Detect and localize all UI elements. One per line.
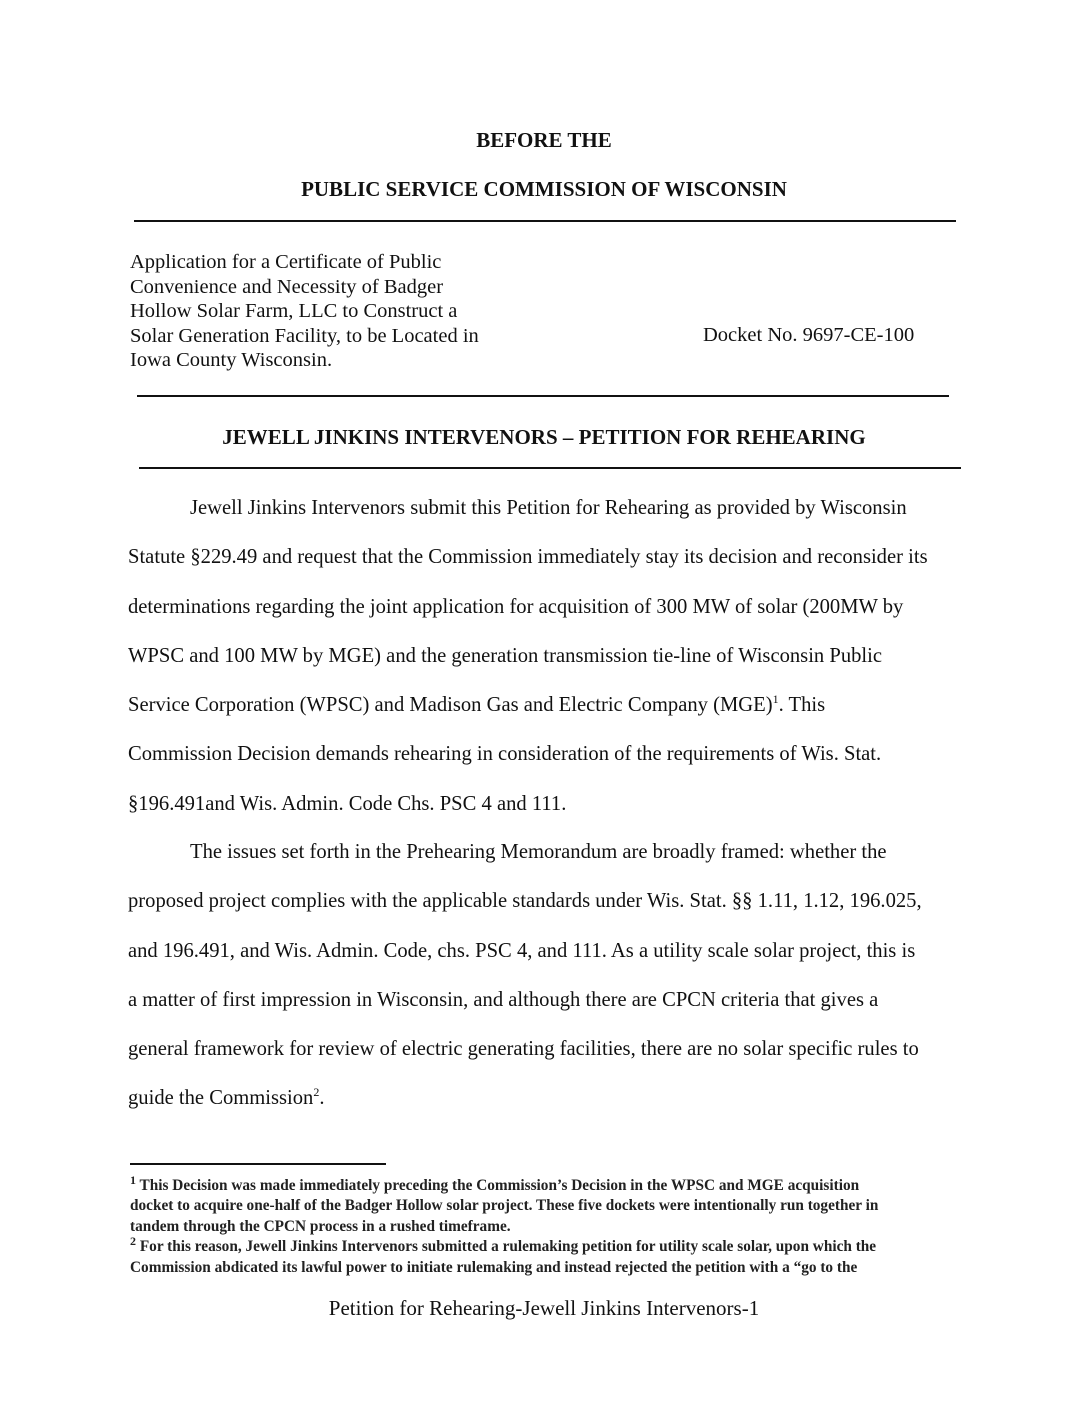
paragraph-text: guide the Commission (128, 1087, 314, 1110)
footnote-1 (130, 1172, 878, 1196)
paragraph-line: Commission Decision demands rehearing in consideration of the requirements of Wis. Stat. (128, 743, 882, 766)
case-caption (130, 250, 530, 373)
footnote-separator (130, 1163, 386, 1165)
title-divider (139, 467, 961, 469)
footnote-ref-1[interactable]: 1 (772, 692, 779, 707)
paragraph-line: WPSC and 100 MW by MGE) and the generation transmission tie-line of Wisconsin Public (128, 644, 882, 667)
caption-line: Iowa County Wisconsin. (130, 349, 333, 371)
paragraph-line: Statute §229.49 and request that the Commission immediately stay its decision and reconsider its (128, 546, 928, 569)
footnotes (130, 1172, 879, 1278)
paragraph-line: determinations regarding the joint application for acquisition of 300 MW of solar (200MW by (128, 595, 904, 618)
footnote-text: For this reason, Jewell Jinkins Intervenors submitted a rulemaking petition for utility scale solar, upon which the (136, 1238, 877, 1256)
footnote-text: This Decision was made immediately preceding the Commission’s Decision in the WPSC and MGE acquisition (136, 1177, 860, 1194)
paragraph-line: general framework for review of electric generating facilities, there are no solar specific rules to (128, 1038, 919, 1061)
court-heading-before: BEFORE THE (476, 128, 612, 152)
footnote-mark-2: 2 (130, 1234, 136, 1249)
paragraph-line: a matter of first impression in Wisconsin, and although there are CPCN criteria that gives a (128, 988, 879, 1011)
document-title: JEWELL JINKINS INTERVENORS – PETITION FOR REHEARING (222, 425, 866, 449)
paragraph-text: . This (778, 694, 826, 717)
paragraph-1 (128, 484, 928, 829)
court-heading-commission: PUBLIC SERVICE COMMISSION OF WISCONSIN (301, 177, 787, 201)
footnote-ref-2[interactable]: 2 (313, 1085, 320, 1100)
caption-line: Solar Generation Facility, to be Located in (130, 324, 479, 347)
header-divider (134, 220, 956, 222)
docket-number: Docket No. 9697-CE-100 (703, 324, 915, 346)
paragraph-line: and 196.491, and Wis. Admin. Code, chs. PSC 4, and 111. As a utility scale solar project, this is (128, 939, 916, 962)
caption-divider (137, 395, 949, 397)
paragraph-text: Service Corporation (WPSC) and Madison Gas and Electric Company (MGE) (128, 694, 773, 717)
paragraph-line (128, 1074, 922, 1123)
paragraph-text: . (319, 1087, 325, 1110)
footnote-line: docket to acquire one-half of the Badger Hollow solar project. These five dockets were intentionally run together in (130, 1197, 879, 1215)
footnote-2 (130, 1234, 878, 1257)
page-footer: Petition for Rehearing-Jewell Jinkins Intervenors-1 (328, 1296, 760, 1320)
caption-line: Application for a Certificate of Public (130, 251, 442, 273)
caption-line: Convenience and Necessity of Badger (130, 275, 444, 298)
paragraph-line: proposed project complies with the applicable standards under Wis. Stat. §§ 1.11, 1.12, 196.025, (128, 890, 922, 913)
footnote-line: tandem through the CPCN process in a rushed timeframe. (130, 1217, 511, 1235)
footnote-line: Commission abdicated its lawful power to initiate rulemaking and instead rejected the petition with a “go to the (130, 1258, 858, 1276)
paragraph-line: §196.491and Wis. Admin. Code Chs. PSC 4 and 111. (128, 792, 567, 815)
paragraph-line (128, 681, 928, 730)
caption-line: Hollow Solar Farm, LLC to Construct a (130, 300, 458, 322)
footnote-mark-1: 1 (130, 1172, 136, 1187)
paragraph-line: Jewell Jinkins Intervenors submit this Petition for Rehearing as provided by Wisconsin (190, 497, 907, 519)
paragraph-2 (128, 828, 922, 1124)
paragraph-line: The issues set forth in the Prehearing Memorandum are broadly framed: whether the (190, 841, 887, 863)
